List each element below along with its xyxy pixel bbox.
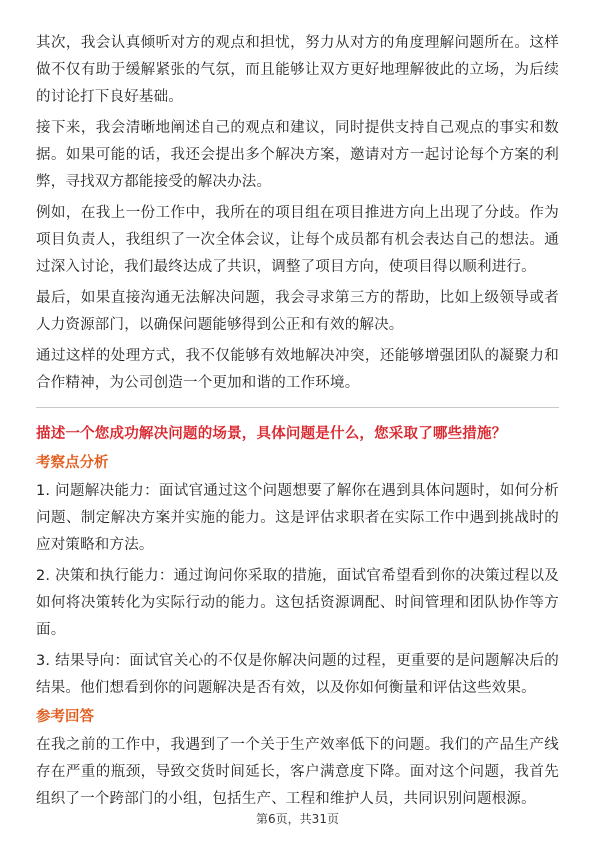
answer-paragraph-1: 其次，我会认真倾听对方的观点和担忧，努力从对方的角度理解问题所在。这样做不仅有助于缓解紧张的气氛，而且能够让双方更好地理解彼此的立场，为后续的讨论打下良好基础。 — [36, 35, 559, 105]
analysis-item-3: 3. 结果导向：面试官关心的不仅是你解决问题的过程，更重要的是问题解决后的结果。他们想看到你的问题解决是否有效，以及你如何衡量和评估这些效果。 — [36, 653, 559, 696]
analysis-heading: 考察点分析 — [36, 455, 109, 471]
reference-heading: 参考回答 — [36, 709, 94, 725]
interview-question: 描述一个您成功解决问题的场景，具体问题是什么，您采取了哪些措施？ — [36, 426, 507, 442]
answer-paragraph-4: 最后，如果直接沟通无法解决问题，我会寻求第三方的帮助，比如上级领导或者人力资源部门，以确保问题能够得到公正和有效的解决。 — [36, 290, 559, 333]
answer-paragraph-5: 通过这样的处理方式，我不仅能够有效地解决冲突，还能够增强团队的凝聚力和合作精神，为公司创造一个更加和谐的工作环境。 — [36, 348, 559, 391]
analysis-item-1: 1. 问题解决能力：面试官通过这个问题想要了解你在遇到具体问题时，如何分析问题、制定解决方案并实施的能力。这是评估求职者在实际工作中遇到挑战时的应对策略和方法。 — [36, 483, 559, 553]
reference-answer: 在我之前的工作中，我遇到了一个关于生产效率低下的问题。我们的产品生产线存在严重的瓶颈，导致交货时间延长，客户满意度下降。面对这个问题，我首先组织了一个跨部门的小组，包括生产、工程和维护人员，共同识别问题根源。 — [36, 737, 559, 807]
page-number: 第6页，共31页 — [256, 812, 339, 826]
document-page — [36, 30, 559, 817]
section-divider — [36, 407, 559, 408]
answer-paragraph-3: 例如，在我上一份工作中，我所在的项目组在项目推进方向上出现了分歧。作为项目负责人，我组织了一次全体会议，让每个成员都有机会表达自己的想法。通过深入讨论，我们最终达成了共识，调整了项目方向，使项目得以顺利进行。 — [36, 205, 559, 275]
answer-paragraph-2: 接下来，我会清晰地阐述自己的观点和建议，同时提供支持自己观点的事实和数据。如果可能的话，我还会提出多个解决方案，邀请对方一起讨论每个方案的利弊，寻找双方都能接受的解决办法。 — [36, 120, 559, 190]
analysis-item-2: 2. 决策和执行能力：通过询问你采取的措施，面试官希望看到你的决策过程以及如何将决策转化为实际行动的能力。这包括资源调配、时间管理和团队协作等方面。 — [36, 568, 559, 638]
